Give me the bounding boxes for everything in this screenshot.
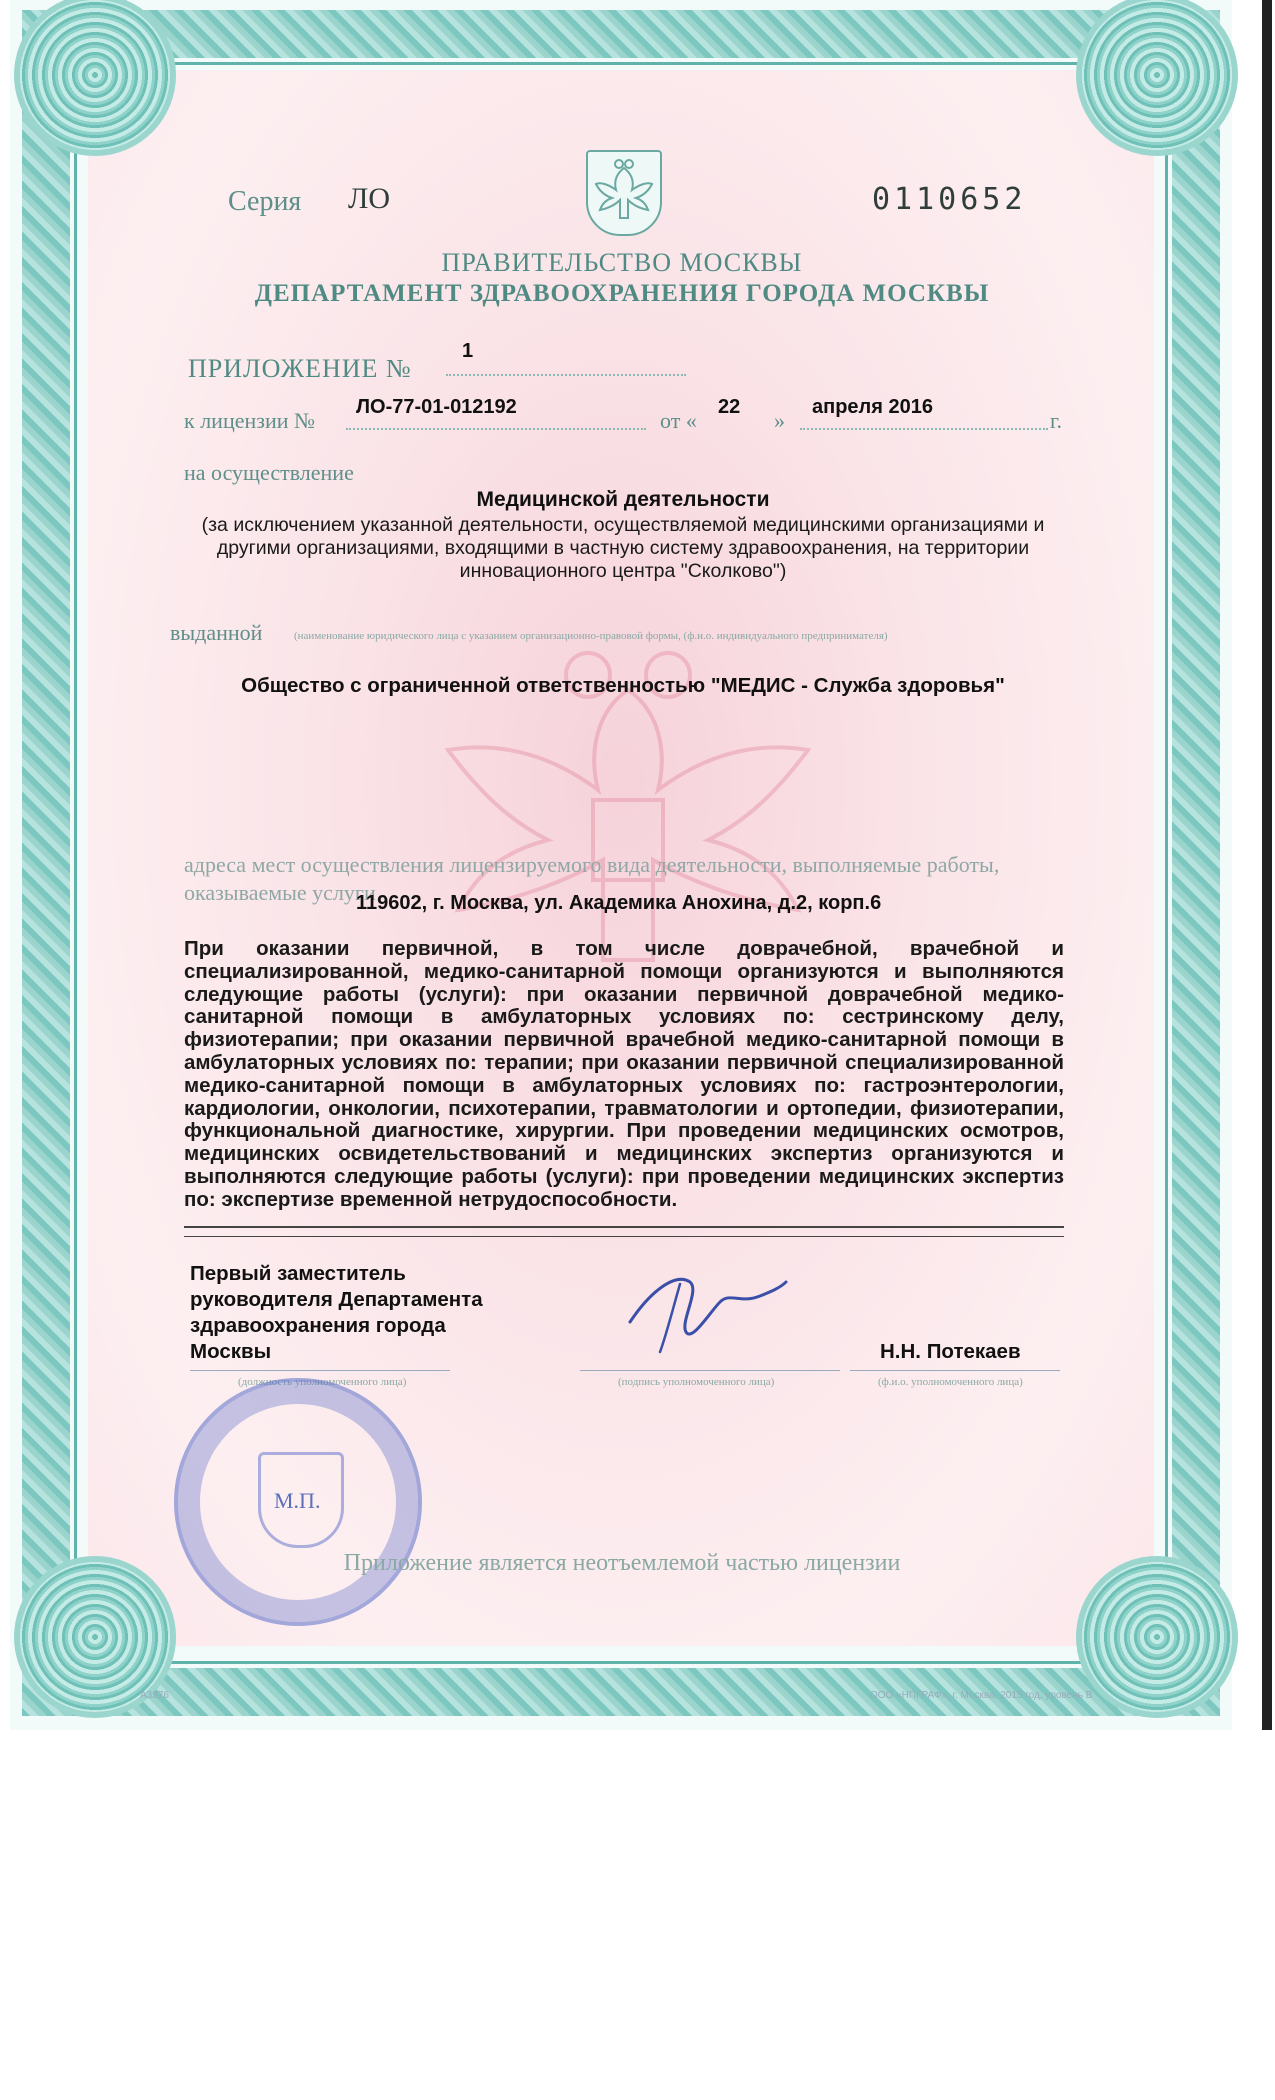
caption-signature: (подпись уполномоченного лица) [618, 1376, 775, 1388]
issued-caption: (наименование юридического лица с указанием организационно-правовой формы, (ф.и.о. индивидуального предпринимателя) [294, 630, 888, 642]
corner-rosette-bottom-right [1082, 1562, 1232, 1712]
activity-title: Медицинской деятельности [476, 488, 770, 511]
activity-note: (за исключением указанной деятельности, осуществляемой медицинскими организациями и другими организациями, входящими в частную систему здравоохранения, на территории инновационного центра "Сколково") [201, 514, 1045, 582]
license-day: 22 [718, 396, 741, 418]
address-value: 119602, г. Москва, ул. Академика Анохина, д.2, корп.6 [356, 892, 882, 914]
services-description: При оказании первичной, в том числе доврачебной, врачебной и специализированной, медико-санитарной помощи организуются и выполняются следующие работы (услуги): при оказании первичной доврачебной медико-санитарной помощи в амбулаторных условиях по: сестринскому делу, физиотерапии; при оказании первичной врачебной медико-санитарной помощи в амбулаторных условиях по: терапии; при оказании первичной специализированной медико-санитарной помощи в амбулаторных условиях по: гастроэнтерологии, кардиологии, онкологии, психотерапии, травматологии и ортопедии, физиотерапии, функциональной диагностике, хирургии. При проведении медицинских осмотров, медицинских освидетельствований и медицинских экспертиз организуются и выполняются следующие работы (услуги): при проведении медицинских экспертиз по: экспертизе временной нетрудоспособности. [184, 937, 1064, 1211]
services-end-rule-thin [184, 1236, 1064, 1237]
corner-rosette-top-right [1082, 0, 1232, 150]
caption-name: (ф.и.о. уполномоченного лица) [878, 1376, 1023, 1388]
series-label: Серия [228, 186, 302, 217]
address-label-line2: оказываемые услуги [184, 880, 376, 905]
position-rule [190, 1370, 450, 1371]
caption-position: (должность уполномоченного лица) [238, 1376, 407, 1388]
license-month-year: апреля 2016 [812, 396, 933, 418]
license-date-line [800, 428, 1048, 430]
signatory-position-line2: руководителя Департамента [190, 1288, 483, 1311]
address-label-line1: адреса мест осуществления лицензируемого вида деятельности, выполняемые работы, [184, 852, 1000, 877]
signatory-position-line4: Москвы [190, 1340, 272, 1363]
name-rule [850, 1370, 1060, 1371]
activity-label: на осуществление [184, 460, 354, 485]
appendix-label: ПРИЛОЖЕНИЕ № [188, 354, 412, 383]
stamp-place-label: М.П. [274, 1488, 321, 1513]
license-label: к лицензии № [184, 408, 315, 433]
services-end-rule [184, 1226, 1064, 1228]
corner-rosette-top-left [20, 0, 170, 150]
form-code: А3376 [140, 1690, 169, 1701]
appendix-number: 1 [462, 340, 474, 362]
handwritten-signature-icon [620, 1252, 790, 1362]
footer-note: Приложение является неотъемлемой частью лицензии [343, 1550, 901, 1576]
date-from-label: от « [660, 408, 697, 433]
series-value: ЛО [348, 182, 391, 215]
organization-name: Общество с ограниченной ответственностью "МЕДИС - Служба здоровья" [241, 674, 1005, 697]
year-suffix: г. [1050, 408, 1063, 433]
coat-of-arms-icon [586, 150, 662, 236]
signatory-name: Н.Н. Потекаев [880, 1340, 1021, 1363]
license-number: ЛО-77-01-012192 [356, 396, 517, 418]
signatory-position-line1: Первый заместитель [190, 1262, 406, 1285]
license-number-line [346, 428, 646, 430]
scan-edge [1262, 0, 1272, 1730]
department-title: ДЕПАРТАМЕНТ ЗДРАВООХРАНЕНИЯ ГОРОДА МОСКВЫ [254, 280, 990, 307]
license-appendix-sheet [10, 0, 1232, 1730]
quote-close: » [774, 408, 785, 433]
printer-info: ООО «НПГРАФ», г. Москва, 2015 год, уровень В [870, 1690, 1093, 1701]
issued-label: выданной [170, 620, 263, 645]
signatory-position-line3: здравоохранения города [190, 1314, 446, 1337]
government-title: ПРАВИТЕЛЬСТВО МОСКВЫ [441, 248, 803, 277]
signature-rule [580, 1370, 840, 1371]
form-serial-number: 0110652 [872, 182, 1027, 217]
appendix-number-line [446, 374, 686, 376]
